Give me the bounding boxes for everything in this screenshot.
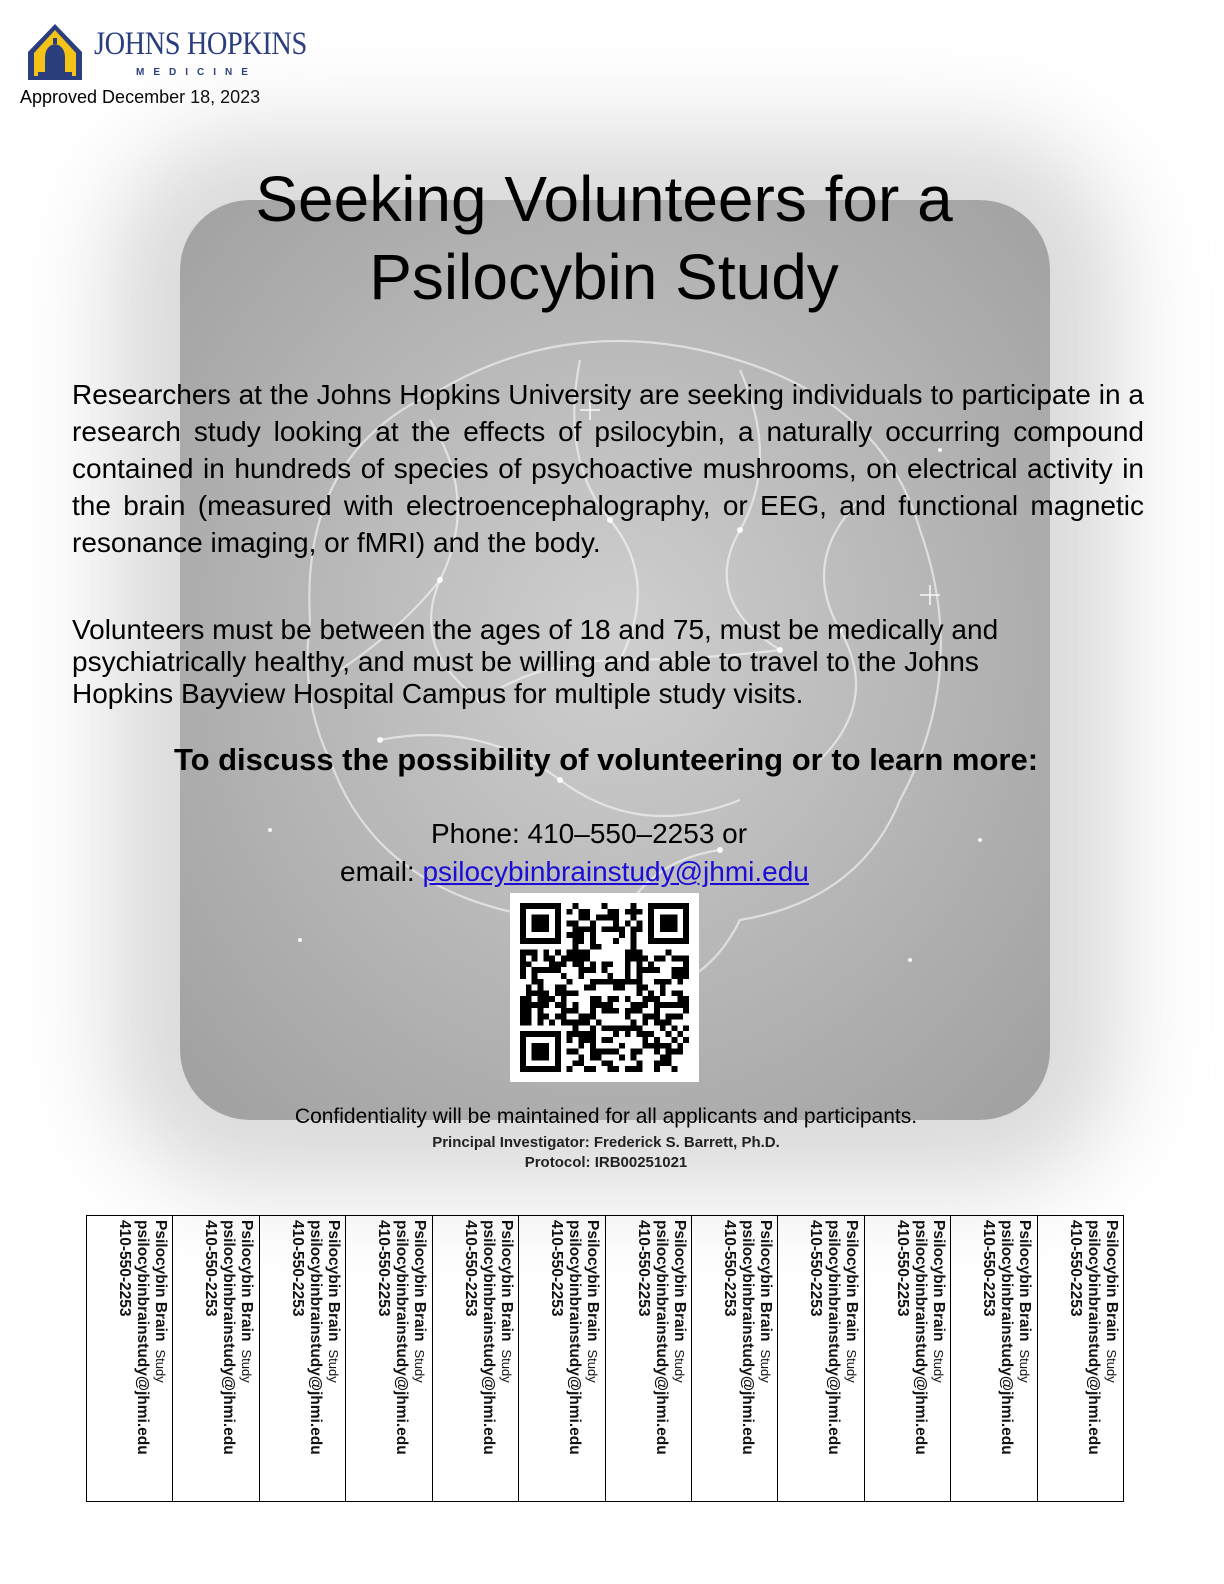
tab-email: psilocybinbrainstudy@jhmi.edu <box>825 1220 843 1455</box>
tab-phone: 410-550-2253 <box>720 1220 738 1317</box>
tab-phone: 410-550-2253 <box>893 1220 911 1317</box>
title-line-1: Seeking Volunteers for a <box>255 163 953 235</box>
tab-email: psilocybinbrainstudy@jhmi.edu <box>220 1220 238 1455</box>
tear-off-tab[interactable] <box>865 1216 951 1501</box>
tab-title: Psilocybin Brain <box>1102 1220 1120 1342</box>
tab-phone: 410-550-2253 <box>548 1220 566 1317</box>
tab-title: Psilocybin Brain <box>1016 1220 1034 1342</box>
qr-modules <box>520 903 689 1072</box>
tab-title-suffix: Study <box>585 1349 601 1383</box>
logo-name: JOHNS HOPKINS <box>94 26 307 62</box>
qr-code-icon <box>520 903 689 1072</box>
protocol-number: Protocol: IRB00251021 <box>524 1154 688 1171</box>
tab-email: psilocybinbrainstudy@jhmi.edu <box>738 1220 756 1455</box>
tab-email: psilocybinbrainstudy@jhmi.edu <box>652 1220 670 1455</box>
tab-title-suffix: Study <box>671 1349 687 1383</box>
tab-phone: 410-550-2253 <box>375 1220 393 1317</box>
tab-email: psilocybinbrainstudy@jhmi.edu <box>134 1220 151 1455</box>
tab-phone: 410-550-2253 <box>807 1220 825 1317</box>
tab-phone: 410-550-2253 <box>980 1220 998 1317</box>
tab-phone: 410-550-2253 <box>1066 1220 1084 1317</box>
tab-email: psilocybinbrainstudy@jhmi.edu <box>911 1220 929 1455</box>
tear-off-tab[interactable] <box>778 1216 864 1501</box>
tab-email: psilocybinbrainstudy@jhmi.edu <box>479 1220 497 1455</box>
tear-off-tab[interactable] <box>260 1216 346 1501</box>
discuss-heading: To discuss the possibility of volunteering or to learn more: <box>173 742 1039 777</box>
tear-off-tab[interactable] <box>87 1216 173 1501</box>
tear-off-tab[interactable] <box>1038 1216 1123 1501</box>
title-line-2: Psilocybin Study <box>369 241 839 313</box>
tab-phone: 410-550-2253 <box>461 1220 479 1317</box>
johns-hopkins-logo <box>24 22 324 86</box>
tab-email: psilocybinbrainstudy@jhmi.edu <box>393 1220 411 1455</box>
tab-title: Psilocybin Brain <box>497 1220 515 1342</box>
tab-email: psilocybinbrainstudy@jhmi.edu <box>566 1220 584 1455</box>
tear-off-tabs <box>86 1215 1124 1502</box>
email-label: email: <box>340 856 423 887</box>
approved-date: Approved December 18, 2023 <box>20 87 261 107</box>
phone-number: Phone: 410–550–2253 <box>431 818 715 849</box>
tab-title: Psilocybin Brain <box>843 1220 861 1342</box>
tab-title-suffix: Study <box>325 1349 341 1383</box>
tab-title-suffix: Study <box>1017 1349 1033 1383</box>
tear-off-tab[interactable] <box>346 1216 432 1501</box>
eligibility-text: Volunteers must be between the ages of 18 and 75, must be medically and psychiatrically healthy, and must be willing and able to travel to the Johns Hopkins Bayview Hospital Campus for multiple study visits. <box>72 614 999 709</box>
tab-title-suffix: Study <box>412 1349 428 1383</box>
tab-title-suffix: Study <box>757 1349 773 1383</box>
tab-title: Psilocybin Brain <box>929 1220 947 1342</box>
tear-off-tab[interactable] <box>606 1216 692 1501</box>
phone-line <box>431 818 747 850</box>
confidentiality-note: Confidentiality will be maintained for all applicants and participants. <box>294 1105 918 1128</box>
tab-title: Psilocybin Brain <box>670 1220 688 1342</box>
tab-title: Psilocybin Brain <box>411 1220 429 1342</box>
tab-phone: 410-550-2253 <box>288 1220 306 1317</box>
tear-off-tab[interactable] <box>173 1216 259 1501</box>
tab-title: Psilocybin Brain <box>238 1220 256 1342</box>
tab-email: psilocybinbrainstudy@jhmi.edu <box>1084 1220 1102 1455</box>
email-line <box>340 856 809 888</box>
qr-code[interactable] <box>510 893 699 1082</box>
tab-title-suffix: Study <box>153 1349 168 1383</box>
logo-subtitle: MEDICINE <box>136 67 257 78</box>
tab-title: Psilocybin Brain <box>584 1220 602 1342</box>
tab-title-suffix: Study <box>930 1349 946 1383</box>
tab-title: Psilocybin Brain <box>152 1220 169 1342</box>
phone-suffix: or <box>714 818 748 849</box>
tab-phone: 410-550-2253 <box>202 1220 220 1317</box>
tear-off-tab[interactable] <box>951 1216 1037 1501</box>
tab-title-suffix: Study <box>239 1349 255 1383</box>
page-title <box>0 160 1216 316</box>
tab-phone: 410-550-2253 <box>116 1220 133 1317</box>
tab-title-suffix: Study <box>1103 1349 1119 1383</box>
tear-off-tab[interactable] <box>519 1216 605 1501</box>
principal-investigator: Principal Investigator: Frederick S. Barrett, Ph.D. <box>432 1134 780 1151</box>
hopkins-shield-icon <box>24 22 86 82</box>
tear-off-tab[interactable] <box>692 1216 778 1501</box>
tab-title-suffix: Study <box>498 1349 514 1383</box>
tab-title: Psilocybin Brain <box>756 1220 774 1342</box>
tab-phone: 410-550-2253 <box>634 1220 652 1317</box>
tab-email: psilocybinbrainstudy@jhmi.edu <box>306 1220 324 1455</box>
study-description: Researchers at the Johns Hopkins University are seeking individuals to participate in a research study looking at the effects of psilocybin, a naturally occurring compound contained in hundreds of species of psychoactive mushrooms, on electrical activity in the brain (measured with electroencephalography, or EEG, and functional magnetic resonance imaging, or fMRI) and the body. <box>72 379 1144 558</box>
tear-off-tab[interactable] <box>433 1216 519 1501</box>
tab-title: Psilocybin Brain <box>324 1220 342 1342</box>
email-link[interactable]: psilocybinbrainstudy@jhmi.edu <box>422 856 809 887</box>
tab-title-suffix: Study <box>844 1349 860 1383</box>
tab-email: psilocybinbrainstudy@jhmi.edu <box>998 1220 1016 1455</box>
